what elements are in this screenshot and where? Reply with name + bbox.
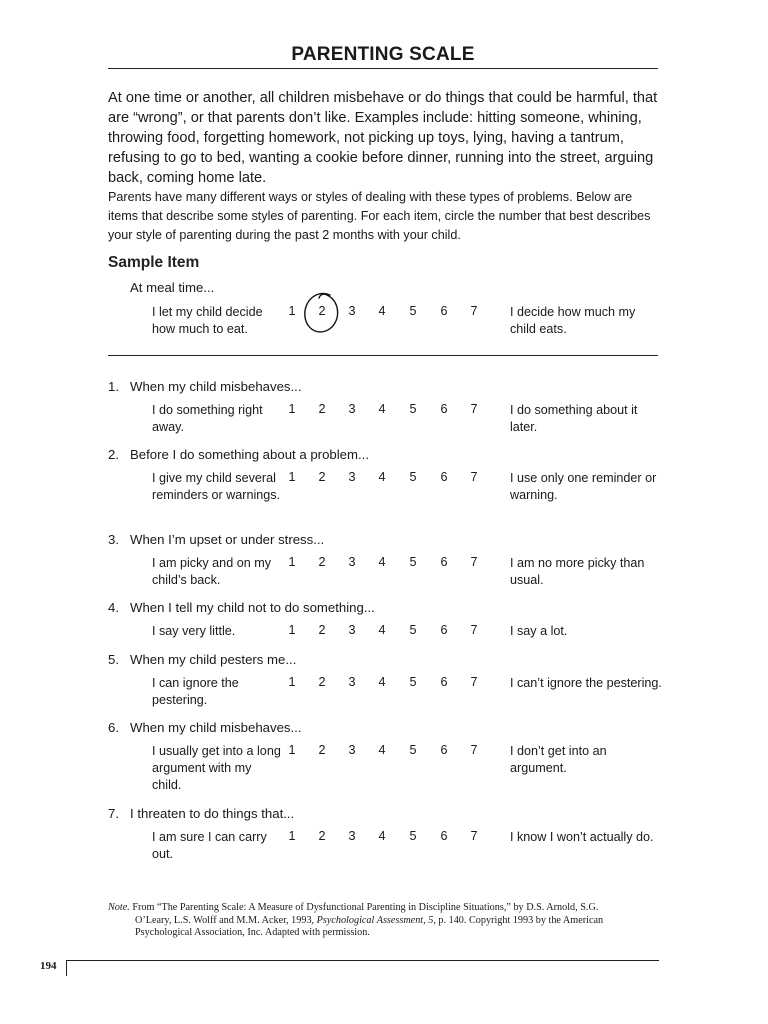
item-4-scale-option-2[interactable]: 2 <box>318 623 326 637</box>
note-text-3: , p. 140. Copyright 1993 by the American <box>433 914 604 926</box>
page-number: 194 <box>40 960 57 972</box>
item-number: 5. <box>108 652 119 667</box>
item-4-scale-option-3[interactable]: 3 <box>348 623 356 637</box>
item-4-scale-option-4[interactable]: 4 <box>378 623 386 637</box>
item-3-scale-option-3[interactable]: 3 <box>348 555 356 569</box>
item-5-scale-option-2[interactable]: 2 <box>318 675 326 689</box>
item-number: 7. <box>108 806 119 821</box>
item-2-scale-option-7[interactable]: 7 <box>470 470 478 484</box>
intro-paragraph-1: At one time or another, all children misbehave or do things that could be harmful, that are “wrong”, or that parents don’t like. Examples include: hitting someone, whining, throwing food, forgetting homework, not picking up toys, lying, having a tantrum, refusing to go to bed, wanting a cookie before dinner, running into the street, arguing back, coming home late. <box>108 90 658 186</box>
item-2-left-anchor: I give my child several reminders or warnings. <box>152 471 281 502</box>
item-2-scale-option-1[interactable]: 1 <box>288 470 296 484</box>
sample-scale-option-1[interactable]: 1 <box>288 304 296 318</box>
item-7-left-anchor: I am sure I can carry out. <box>152 830 267 861</box>
sample-left-anchor: I let my child decide how much to eat. <box>152 305 263 336</box>
intro-paragraph-2: Parents have many different ways or styles of dealing with these types of problems. Below are items that describe some styles of parenting. For each item, circle the number that best describes your style of parenting during the past 2 months with your child. <box>108 190 651 242</box>
item-5-scale-option-4[interactable]: 4 <box>378 675 386 689</box>
sample-scale-option-7[interactable]: 7 <box>470 304 478 318</box>
item-5-scale-option-7[interactable]: 7 <box>470 675 478 689</box>
page-title: PARENTING SCALE <box>291 44 475 65</box>
item-6-right-anchor: I don’t get into an argument. <box>510 744 607 775</box>
item-5-right-anchor: I can’t ignore the pestering. <box>510 676 662 690</box>
item-7-scale-option-3[interactable]: 3 <box>348 829 356 843</box>
item-number: 2. <box>108 447 119 462</box>
item-prompt-text: When my child misbehaves... <box>130 720 302 735</box>
item-1-scale-option-2[interactable]: 2 <box>318 402 326 416</box>
item-2-scale-option-4[interactable]: 4 <box>378 470 386 484</box>
item-number: 3. <box>108 532 119 547</box>
item-4-scale-option-5[interactable]: 5 <box>409 623 417 637</box>
item-prompt-text: When my child pesters me... <box>130 652 297 667</box>
footer-rule <box>66 960 659 961</box>
item-1-left-anchor: I do something right away. <box>152 403 263 434</box>
item-7-scale-option-7[interactable]: 7 <box>470 829 478 843</box>
item-prompt-text: When my child misbehaves... <box>130 379 302 394</box>
item-6-left-anchor: I usually get into a long argument with my child. <box>152 744 281 792</box>
sample-heading: Sample Item <box>108 254 200 271</box>
sample-scale-option-6[interactable]: 6 <box>440 304 448 318</box>
item-5-scale-option-1[interactable]: 1 <box>288 675 296 689</box>
item-1-scale-option-5[interactable]: 5 <box>409 402 417 416</box>
item-4-right-anchor: I say a lot. <box>510 624 568 638</box>
item-6-scale-option-2[interactable]: 2 <box>318 743 326 757</box>
item-3-scale-option-5[interactable]: 5 <box>409 555 417 569</box>
item-5-prompt <box>108 652 296 667</box>
item-7-right-anchor: I know I won’t actually do. <box>510 830 654 844</box>
item-6-scale-option-3[interactable]: 3 <box>348 743 356 757</box>
item-3-scale-option-6[interactable]: 6 <box>440 555 448 569</box>
item-1-right-anchor: I do something about it later. <box>510 403 638 434</box>
title-underline <box>108 68 658 69</box>
item-prompt-text: Before I do something about a problem... <box>130 447 369 462</box>
item-3-scale-option-4[interactable]: 4 <box>378 555 386 569</box>
item-6-scale-option-5[interactable]: 5 <box>409 743 417 757</box>
item-7-scale-option-5[interactable]: 5 <box>409 829 417 843</box>
item-5-scale-option-6[interactable]: 6 <box>440 675 448 689</box>
item-5-scale-option-3[interactable]: 3 <box>348 675 356 689</box>
item-3-right-anchor: I am no more picky than usual. <box>510 556 645 587</box>
item-2-right-anchor: I use only one reminder or warning. <box>510 471 657 502</box>
item-6-scale-option-1[interactable]: 1 <box>288 743 296 757</box>
item-1-scale-option-3[interactable]: 3 <box>348 402 356 416</box>
item-5-left-anchor: I can ignore the pestering. <box>152 676 239 707</box>
note-journal: Psychological Assessment, 5 <box>316 914 434 926</box>
item-6-scale-option-7[interactable]: 7 <box>470 743 478 757</box>
item-6-scale-option-4[interactable]: 4 <box>378 743 386 757</box>
item-2-scale-option-2[interactable]: 2 <box>318 470 326 484</box>
item-prompt-text: When I tell my child not to do something... <box>130 600 375 615</box>
sample-scale-option-5[interactable]: 5 <box>409 304 417 318</box>
item-1-scale-option-1[interactable]: 1 <box>288 402 296 416</box>
sample-scale-option-2[interactable]: 2 <box>318 304 326 318</box>
item-3-prompt <box>108 532 324 547</box>
item-7-scale-option-2[interactable]: 2 <box>318 829 326 843</box>
footer-rule-vertical <box>66 960 67 976</box>
item-4-left-anchor: I say very little. <box>152 624 236 638</box>
item-2-scale-option-6[interactable]: 6 <box>440 470 448 484</box>
item-5-scale-option-5[interactable]: 5 <box>409 675 417 689</box>
item-3-scale-option-2[interactable]: 2 <box>318 555 326 569</box>
item-7-scale-option-4[interactable]: 4 <box>378 829 386 843</box>
item-1-scale-option-7[interactable]: 7 <box>470 402 478 416</box>
item-6-scale-option-6[interactable]: 6 <box>440 743 448 757</box>
sample-prompt: At meal time... <box>130 280 215 295</box>
item-2-scale-option-3[interactable]: 3 <box>348 470 356 484</box>
item-2-prompt <box>108 447 369 462</box>
note-text-1: From “The Parenting Scale: A Measure of Dysfunctional Parenting in Discipline Situations,” by D.S. Arnold, S.G. <box>132 902 599 913</box>
item-3-scale-option-1[interactable]: 1 <box>288 555 296 569</box>
item-7-scale-option-6[interactable]: 6 <box>440 829 448 843</box>
item-number: 6. <box>108 720 119 735</box>
item-4-prompt <box>108 600 375 615</box>
sample-scale-option-3[interactable]: 3 <box>348 304 356 318</box>
item-prompt-text: I threaten to do things that... <box>130 806 295 821</box>
sample-divider <box>108 355 658 356</box>
item-4-scale-option-6[interactable]: 6 <box>440 623 448 637</box>
item-2-scale-option-5[interactable]: 5 <box>409 470 417 484</box>
note-label: Note. <box>108 902 130 913</box>
item-number: 4. <box>108 600 119 615</box>
item-prompt-text: When I’m upset or under stress... <box>130 532 325 547</box>
item-1-scale-option-4[interactable]: 4 <box>378 402 386 416</box>
item-1-scale-option-6[interactable]: 6 <box>440 402 448 416</box>
note-text-2: O’Leary, L.S. Wolff and M.M. Acker, 1993, <box>135 914 315 926</box>
item-3-left-anchor: I am picky and on my child’s back. <box>152 556 271 587</box>
sample-scale-option-4[interactable]: 4 <box>378 304 386 318</box>
item-7-scale-option-1[interactable]: 1 <box>288 829 296 843</box>
item-1-prompt <box>108 379 302 394</box>
note-text-4: Psychological Association, Inc. Adapted with permission. <box>135 927 370 938</box>
item-4-scale-option-7[interactable]: 7 <box>470 623 478 637</box>
item-4-scale-option-1[interactable]: 1 <box>288 623 296 637</box>
copyright-note <box>108 902 660 940</box>
item-6-prompt <box>108 720 302 735</box>
sample-right-anchor: I decide how much my child eats. <box>510 305 636 336</box>
item-number: 1. <box>108 379 119 394</box>
item-3-scale-option-7[interactable]: 7 <box>470 555 478 569</box>
item-7-prompt <box>108 806 294 821</box>
